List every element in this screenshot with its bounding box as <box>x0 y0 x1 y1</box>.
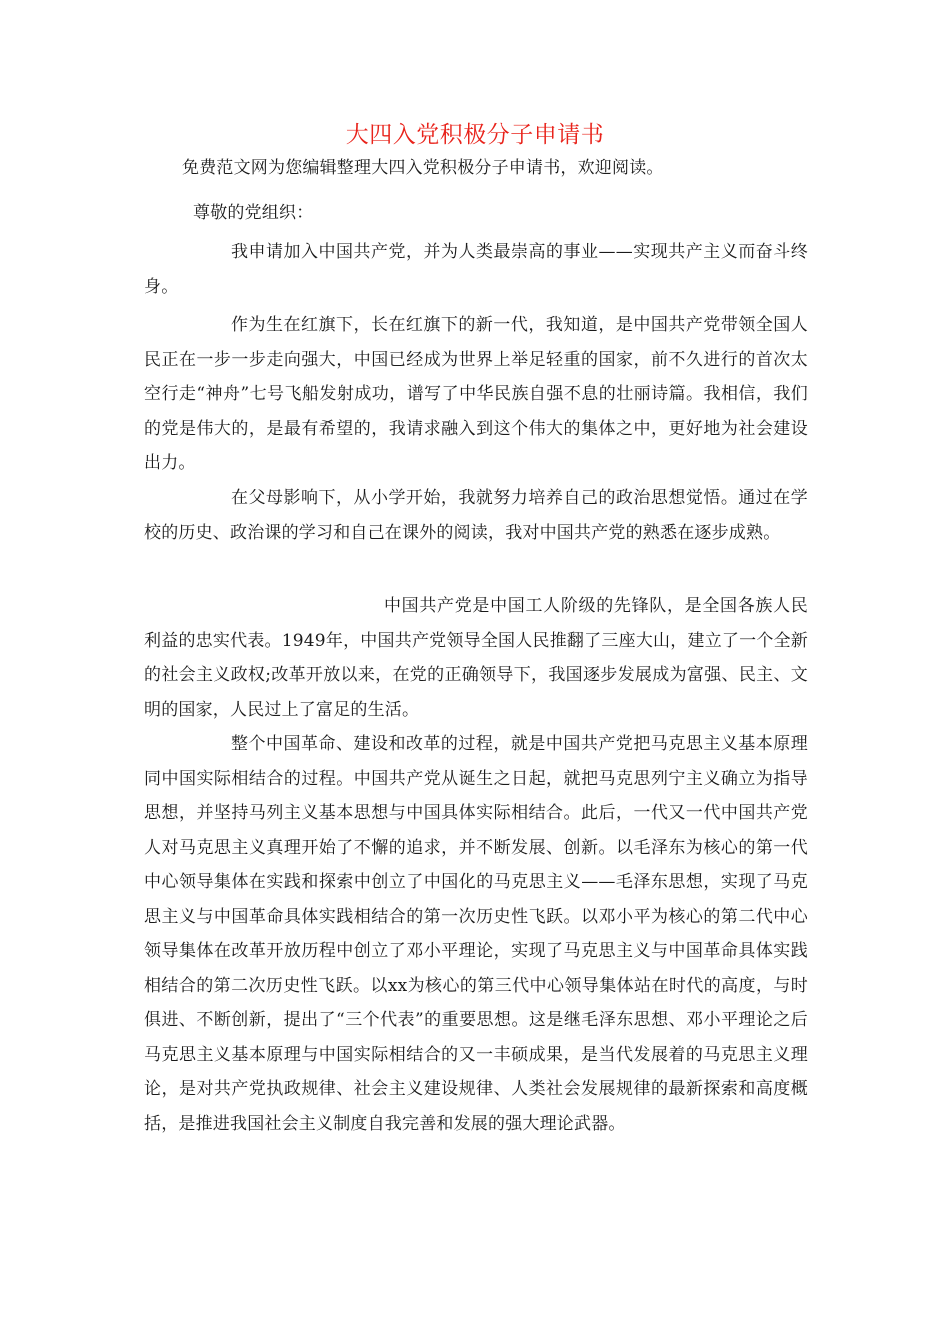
salutation: 尊敬的党组织： <box>193 203 314 223</box>
paragraph-1: 我申请加入中国共产党，并为人类最崇高的事业——实现共产主义而奋斗终身。 <box>144 242 808 297</box>
paragraph-5: 整个中国革命、建设和改革的过程，就是中国共产党把马克思主义基本原理同中国实际相结合的过程。中国共产党从诞生之日起，就把马克思列宁主义确立为指导思想，并坚持马列主义基本思想与中国具体实际相结合。此后，一代又一代中国共产党人对马克思主义真理开始了不懈的追求，并不断发展、创新。以毛泽东为核心的第一代中心领导集体在实践和探索中创立了中国化的马克思主义——毛泽东思想，实现了马克思主义与中国革命具体实践相结合的第一次历史性飞跃。以邓小平为核心的第二代中心领导集体在改革开放历程中创立了邓小平理论，实现了马克思主义与中国革命具体实践相结合的第二次历史性飞跃。以xx为核心的第三代中心领导集体站在时代的高度，与时俱进、不断创新，提出了“三个代表”的重要思想。这是继毛泽东思想、邓小平理论之后马克思主义基本原理与中国实际相结合的又一丰硕成果，是当代发展着的马克思主义理论，是对共产党执政规律、社会主义建设规律、人类社会发展规律的最新探索和高度概括，是推进我国社会主义制度自我完善和发展的强大理论武器。 <box>144 734 808 1134</box>
paragraph-3: 在父母影响下，从小学开始，我就努力培养自己的政治思想觉悟。通过在学校的历史、政治课的学习和自己在课外的阅读，我对中国共产党的熟悉在逐步成熟。 <box>144 488 808 543</box>
paragraph-4: 中国共产党是中国工人阶级的先锋队，是全国各族人民利益的忠实代表。1949年，中国共产党领导全国人民推翻了三座大山，建立了一个全新的社会主义政权;改革开放以来，在党的正确领导下，我国逐步发展成为富强、民主、文明的国家，人民过上了富足的生活。 <box>144 596 808 720</box>
paragraph-2: 作为生在红旗下，长在红旗下的新一代，我知道，是中国共产党带领全国人民正在一步一步走向强大，中国已经成为世界上举足轻重的国家，前不久进行的首次太空行走“神舟”七号飞船发射成功，谱写了中华民族自强不息的壮丽诗篇。我相信，我们的党是伟大的，是最有希望的，我请求融入到这个伟大的集体之中，更好地为社会建设出力。 <box>144 315 808 473</box>
document-title: 大四入党积极分子申请书 <box>345 122 605 148</box>
intro-text: 免费范文网为您编辑整理大四入党积极分子申请书，欢迎阅读。 <box>182 158 664 178</box>
